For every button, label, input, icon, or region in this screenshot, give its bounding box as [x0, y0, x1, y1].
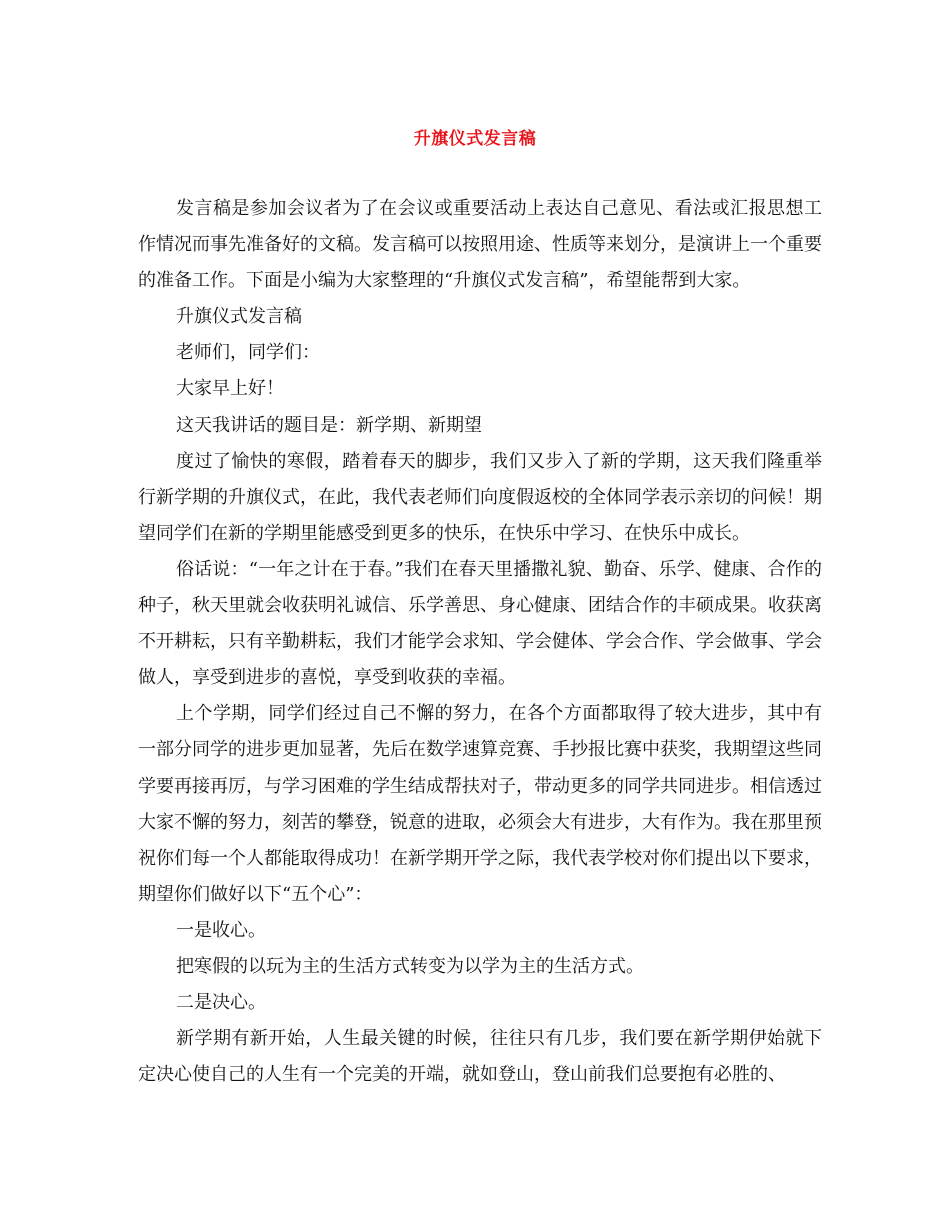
body-paragraph: 度过了愉快的寒假，踏着春天的脚步，我们又步入了新的学期，这天我们隆重举行新学期的升旗仪式，在此，我代表老师们向度假返校的全体同学表示亲切的问候！期望同学们在新的学期里能感受到更多的快乐，在快乐中学习、在快乐中成长。 — [138, 450, 822, 544]
body-paragraph: 新学期有新开始，人生最关键的时候，往往只有几步，我们要在新学期伊始就下定决心使自己的人生有一个完美的开端，就如登山，登山前我们总要抱有必胜的、 — [138, 1028, 822, 1086]
salutation: 老师们，同学们： — [176, 342, 320, 364]
page-title: 升旗仪式发言稿 — [413, 129, 537, 149]
speech-heading: 升旗仪式发言稿 — [176, 306, 302, 328]
intro-paragraph: 发言稿是参加会议者为了在会议或重要活动上表达自己意见、看法或汇报思想工作情况而事先准备好的文稿。发言稿可以按照用途、性质等来划分，是演讲上一个重要的准备工作。下面是小编为大家整理的“升旗仪式发言稿”，希望能帮到大家。 — [138, 198, 822, 292]
speech-topic: 这天我讲话的题目是：新学期、新期望 — [176, 414, 482, 436]
greeting: 大家早上好！ — [176, 378, 284, 400]
document-body — [138, 191, 822, 1093]
body-paragraph: 俗话说：“一年之计在于春。”我们在春天里播撒礼貌、勤奋、乐学、健康、合作的种子，秋天里就会收获明礼诚信、乐学善思、身心健康、团结合作的丰硕成果。收获离不开耕耘，只有辛勤耕耘，我们才能学会求知、学会健体、学会合作、学会做事、学会做人，享受到进步的喜悦，享受到收获的幸福。 — [138, 558, 822, 689]
body-paragraph: 上个学期，同学们经过自己不懈的努力，在各个方面都取得了较大进步，其中有一部分同学的进步更加显著，先后在数学速算竞赛、手抄报比赛中获奖，我期望这些同学要再接再厉，与学习困难的学生结成帮扶对子，带动更多的同学共同进步。相信透过大家不懈的努力，刻苦的攀登，锐意的进取，必须会大有进步，大有作为。我在那里预祝你们每一个人都能取得成功！在新学期开学之际，我代表学校对你们提出以下要求，期望你们做好以下“五个心”： — [138, 703, 822, 905]
point-heading: 二是决心。 — [176, 992, 266, 1014]
point-heading: 一是收心。 — [176, 919, 266, 941]
body-paragraph: 把寒假的以玩为主的生活方式转变为以学为主的生活方式。 — [176, 955, 644, 977]
